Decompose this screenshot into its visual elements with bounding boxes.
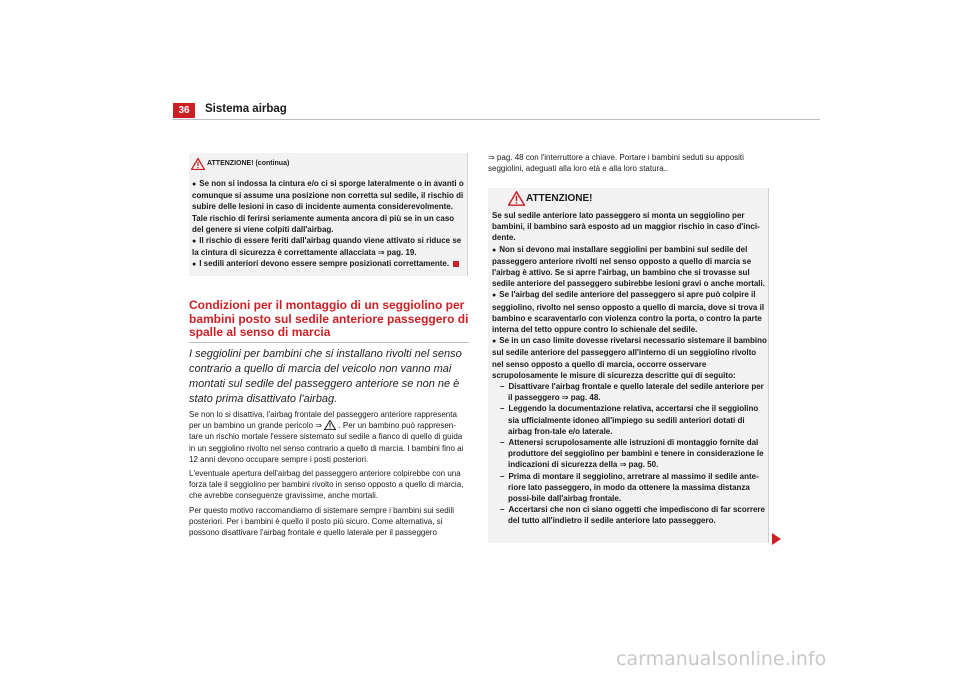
body-paragraph: L'eventuale apertura dell'airbag del passeggero anteriore colpirebbe con una forza tale il seggiolino per bambini rivolto in senso opposto a quello di marcia, che avrebbe conseguenze gravissime, anche mortali. — [189, 469, 464, 501]
dash-item: – Prima di montare il seggiolino, arretrare al massimo il sedile ante-riore lato passeggero, in modo da ottenere la massima distanza possi-bile dall'airbag frontale. — [496, 471, 767, 505]
warning-triangle-icon — [324, 420, 336, 430]
dash-item: – Accertarsi che non ci siano oggetti che impediscono di far scorrere del tutto all'indietro il sedile anteriore lato passeggero. — [496, 504, 767, 526]
watermark: carmanualsonline.info — [616, 648, 827, 670]
warning-bullet-text: I sedili anteriori devono essere sempre posizionati correttamente. — [199, 259, 450, 269]
continue-arrow-icon — [772, 533, 781, 545]
warning-bullet — [192, 258, 464, 270]
warning-heading: ATTENZIONE! — [526, 193, 593, 204]
warning-bullet: ● Se non si indossa la cintura e/o ci si sporge lateralmente o in avanti o comunque si assume una posizione non corretta sul sedile, il rischio di subire delle lesioni in caso di incidente aumenta considerevolmente. Tale rischio di ferirsi seriamente aumenta ancora di più se in un caso del genere si viene colpiti dall'airbag. — [192, 178, 464, 235]
dash-item: – Attenersi scrupolosamente alle istruzioni di montaggio fornite dal produttore del seggiolino per bambini e tenere in considerazione le indicazioni di sicurezza della ⇒ pag. 50. — [496, 437, 767, 471]
body-paragraph — [189, 409, 469, 465]
continued-paragraph: ⇒ pag. 48 con l'interruttore a chiave. Portare i bambini seduti su appositi seggiolini, adeguati alla loro età e alla loro statura.. — [488, 153, 744, 174]
warning-triangle-icon — [508, 191, 525, 206]
dash-item: – Disattivare l'airbag frontale e quello laterale del sedile anteriore per il passeggero ⇒ pag. 48. — [496, 381, 767, 403]
end-of-section-mark — [453, 261, 459, 267]
header-divider — [173, 119, 820, 120]
warning-lead: Se sul sedile anteriore lato passeggero si monta un seggiolino per bambini, il bambino sarà esposto ad un maggior rischio in caso d'inci-dente. — [492, 211, 760, 243]
paragraph-text: Se non lo si disattiva, l'airbag frontale del passeggero anteriore rappresenta per un bambino un grande pericolo ⇒ — [189, 410, 457, 431]
warning-bullet: ● Non si devono mai installare seggiolini per bambini sul sedile del passeggero anteriore rivolti nel senso opposto a quello di marcia se l'airbag è attivo. Se si aprre l'airbag, un bambino che si trovasse sul sedile anteriore del passeggero subirebbe lesioni gravi o anche mortali. — [492, 244, 767, 290]
page-title: Sistema airbag — [205, 103, 287, 115]
warning-bullet: ● Se in un caso limite dovesse rivelarsi necessario sistemare il bambino sul sedile anteriore del passeggero all'interno di un seggiolino rivolto nel senso opposto a quello di marcia, occorre osservare scrupolosamente le misure di sicurezza descritte qui di seguito: — [492, 335, 767, 381]
warning-heading: ATTENZIONE! (continua) — [207, 160, 290, 167]
paragraph-text: . Per un bambino può rappresen-tare un rischio mortale l'essere sistemato sul sedile a fianco di quello di guida in un seggiolino rivolto nel senso contrario a quello di marcia. I bambini fino ai 12 anni devono occupare sempre i posti posteriori. — [189, 421, 464, 464]
page-number: 36 — [173, 103, 195, 118]
warning-body — [492, 210, 767, 527]
warning-bullet: ● Il rischio di essere feriti dall'airbag quando viene attivato si riduce se la cintura di sicurezza è correttamente allacciata ⇒ pag. 19. — [192, 235, 464, 258]
warning-body — [192, 178, 464, 271]
section-divider — [189, 342, 469, 343]
dash-item: – Leggendo la documentazione relativa, accertarsi che il seggiolino sia ufficialmente idoneo all'impiego su sedili anteriori dotati di airbag fron-tale e/o laterale. — [496, 403, 767, 437]
body-paragraph: Per questo motivo raccomandiamo di sistemare sempre i bambini sui sedili posteriori. Per i bambini è quello il posto più sicuro. Come alternativa, si possono disattivare l'airbag frontale e quello laterale per il passeggero — [189, 506, 454, 538]
warning-bullet: ● Se l'airbag del sedile anteriore del passeggero si apre può colpire il seggiolino, rivolto nel senso opposto a quello di marcia, dove si trova il bambino e scaraventarlo con violenza contro la porta, o contro la parte interna del tetto oppure contro lo schienale del sedile. — [492, 289, 767, 335]
warning-triangle-icon — [191, 158, 205, 170]
section-title: Condizioni per il montaggio di un seggiolino per bambini posto sul sedile anteriore passeggero di spalle al senso di marcia — [189, 298, 469, 339]
section-intro: I seggiolini per bambini che si installano rivolti nel senso contrario a quello di marcia del veicolo non vanno mai montati sul sedile del passeggero anteriore se non ne è stato prima disattivato l'airbag. — [189, 348, 462, 405]
